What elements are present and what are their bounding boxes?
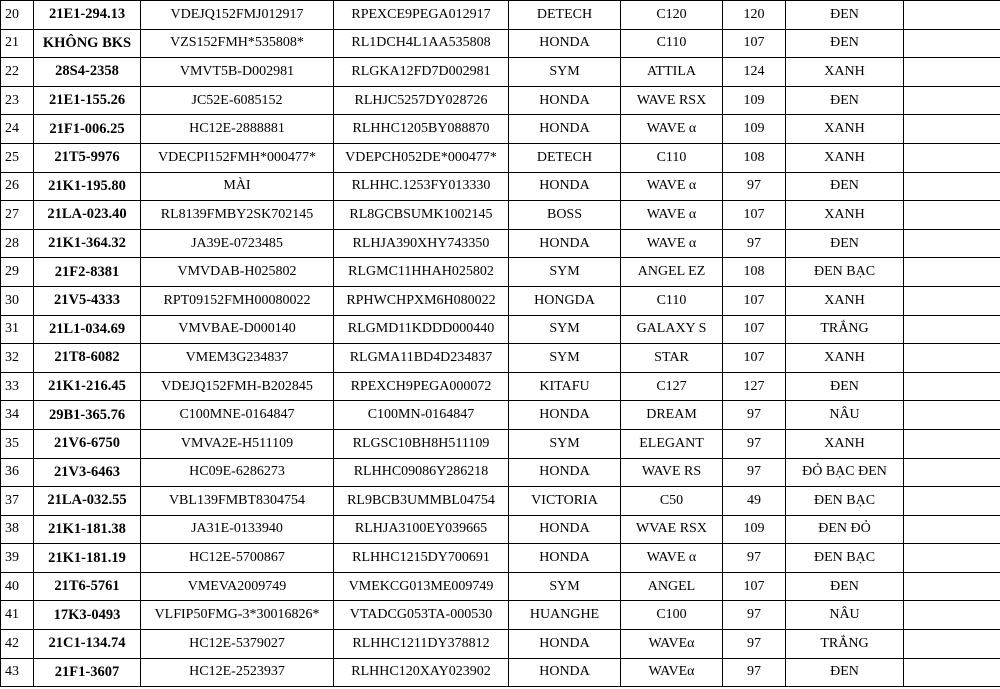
engine-capacity-cell: 124 [723,58,786,87]
engine-capacity-cell: 109 [723,115,786,144]
brand-cell: HONDA [509,229,621,258]
note-cell [904,344,1000,373]
note-cell [904,58,1000,87]
license-plate-cell: 21T6-5761 [34,572,141,601]
brand-cell: HONDA [509,172,621,201]
table-row [1,458,1000,487]
frame-number-cell: RLHHC1215DY700691 [334,544,509,573]
row-number-cell: 35 [1,429,34,458]
license-plate-cell: KHÔNG BKS [34,29,141,58]
model-cell: WVAE RSX [621,515,723,544]
engine-capacity-cell: 97 [723,458,786,487]
color-cell: ĐEN ĐỎ [786,515,904,544]
frame-number-cell: RLHHC09086Y286218 [334,458,509,487]
brand-cell: HONDA [509,515,621,544]
color-cell: ĐEN [786,572,904,601]
note-cell [904,229,1000,258]
table-row [1,201,1000,230]
row-number-cell: 31 [1,315,34,344]
engine-capacity-cell: 97 [723,544,786,573]
engine-capacity-cell: 107 [723,344,786,373]
brand-cell: HONGDA [509,286,621,315]
table-row [1,115,1000,144]
note-cell [904,86,1000,115]
table-row [1,143,1000,172]
engine-number-cell: VDECPI152FMH*000477* [141,143,334,172]
model-cell: WAVE α [621,201,723,230]
engine-number-cell: HC09E-6286273 [141,458,334,487]
table-row [1,572,1000,601]
frame-number-cell: RLGMA11BD4D234837 [334,344,509,373]
engine-number-cell: HC12E-5379027 [141,630,334,659]
table-row [1,315,1000,344]
frame-number-cell: RLGMD11KDDD000440 [334,315,509,344]
row-number-cell: 28 [1,229,34,258]
frame-number-cell: RLHHC1205BY088870 [334,115,509,144]
engine-capacity-cell: 127 [723,372,786,401]
engine-number-cell: VBL139FMBT8304754 [141,487,334,516]
license-plate-cell: 21LA-032.55 [34,487,141,516]
frame-number-cell: RLHHC1211DY378812 [334,630,509,659]
row-number-cell: 21 [1,29,34,58]
color-cell: TRẮNG [786,630,904,659]
note-cell [904,401,1000,430]
note-cell [904,515,1000,544]
engine-number-cell: VMVT5B-D002981 [141,58,334,87]
frame-number-cell: RL1DCH4L1AA535808 [334,29,509,58]
table-body [1,1,1000,687]
note-cell [904,572,1000,601]
license-plate-cell: 21T5-9976 [34,143,141,172]
color-cell: ĐEN [786,372,904,401]
frame-number-cell: RLHJA390XHY743350 [334,229,509,258]
table-row [1,58,1000,87]
engine-capacity-cell: 97 [723,429,786,458]
frame-number-cell: RLGSC10BH8H511109 [334,429,509,458]
color-cell: NÂU [786,601,904,630]
frame-number-cell: RL9BCB3UMMBL04754 [334,487,509,516]
brand-cell: HONDA [509,544,621,573]
row-number-cell: 42 [1,630,34,659]
row-number-cell: 34 [1,401,34,430]
table-row [1,601,1000,630]
model-cell: ANGEL EZ [621,258,723,287]
engine-number-cell: JA39E-0723485 [141,229,334,258]
frame-number-cell: VMEKCG013ME009749 [334,572,509,601]
engine-capacity-cell: 97 [723,658,786,687]
brand-cell: SYM [509,344,621,373]
brand-cell: SYM [509,258,621,287]
table-row [1,630,1000,659]
brand-cell: SYM [509,429,621,458]
engine-number-cell: VDEJQ152FMH-B202845 [141,372,334,401]
frame-number-cell: RLGMC11HHAH025802 [334,258,509,287]
license-plate-cell: 28S4-2358 [34,58,141,87]
color-cell: ĐEN BẠC [786,258,904,287]
engine-capacity-cell: 108 [723,258,786,287]
color-cell: XANH [786,143,904,172]
license-plate-cell: 21V5-4333 [34,286,141,315]
table-row [1,429,1000,458]
license-plate-cell: 17K3-0493 [34,601,141,630]
engine-number-cell: VMEM3G234837 [141,344,334,373]
color-cell: ĐEN BẠC [786,544,904,573]
model-cell: C100 [621,601,723,630]
engine-capacity-cell: 97 [723,229,786,258]
row-number-cell: 32 [1,344,34,373]
note-cell [904,372,1000,401]
model-cell: ANGEL [621,572,723,601]
engine-capacity-cell: 109 [723,86,786,115]
brand-cell: DETECH [509,143,621,172]
engine-capacity-cell: 97 [723,601,786,630]
table-row [1,544,1000,573]
table-row [1,286,1000,315]
model-cell: C110 [621,29,723,58]
note-cell [904,258,1000,287]
engine-number-cell: HC12E-5700867 [141,544,334,573]
engine-capacity-cell: 120 [723,1,786,30]
license-plate-cell: 21K1-181.38 [34,515,141,544]
color-cell: ĐEN BẠC [786,487,904,516]
color-cell: XANH [786,286,904,315]
model-cell: C120 [621,1,723,30]
brand-cell: HONDA [509,29,621,58]
frame-number-cell: RLHJA3100EY039665 [334,515,509,544]
row-number-cell: 20 [1,1,34,30]
row-number-cell: 30 [1,286,34,315]
note-cell [904,601,1000,630]
engine-number-cell: JC52E-6085152 [141,86,334,115]
row-number-cell: 25 [1,143,34,172]
color-cell: ĐEN [786,1,904,30]
row-number-cell: 41 [1,601,34,630]
frame-number-cell: RLHJC5257DY028726 [334,86,509,115]
license-plate-cell: 21F1-006.25 [34,115,141,144]
note-cell [904,630,1000,659]
engine-number-cell: VDEJQ152FMJ012917 [141,1,334,30]
model-cell: WAVE RSX [621,86,723,115]
table-row [1,344,1000,373]
note-cell [904,1,1000,30]
model-cell: DREAM [621,401,723,430]
note-cell [904,172,1000,201]
color-cell: XANH [786,115,904,144]
engine-capacity-cell: 107 [723,29,786,58]
color-cell: TRẮNG [786,315,904,344]
table-row [1,258,1000,287]
brand-cell: HONDA [509,401,621,430]
license-plate-cell: 21V6-6750 [34,429,141,458]
engine-capacity-cell: 49 [723,487,786,516]
license-plate-cell: 21V3-6463 [34,458,141,487]
frame-number-cell: C100MN-0164847 [334,401,509,430]
license-plate-cell: 21C1-134.74 [34,630,141,659]
model-cell: C50 [621,487,723,516]
note-cell [904,29,1000,58]
model-cell: C110 [621,286,723,315]
frame-number-cell: RPHWCHPXM6H080022 [334,286,509,315]
model-cell: ELEGANT [621,429,723,458]
brand-cell: HONDA [509,115,621,144]
table-row [1,515,1000,544]
row-number-cell: 22 [1,58,34,87]
note-cell [904,286,1000,315]
note-cell [904,115,1000,144]
engine-capacity-cell: 107 [723,572,786,601]
engine-capacity-cell: 107 [723,201,786,230]
brand-cell: DETECH [509,1,621,30]
table-row [1,29,1000,58]
engine-capacity-cell: 97 [723,401,786,430]
table-row [1,372,1000,401]
table-row [1,401,1000,430]
license-plate-cell: 21K1-364.32 [34,229,141,258]
note-cell [904,458,1000,487]
color-cell: XANH [786,344,904,373]
brand-cell: HONDA [509,630,621,659]
engine-number-cell: VMVDAB-H025802 [141,258,334,287]
row-number-cell: 36 [1,458,34,487]
brand-cell: BOSS [509,201,621,230]
engine-number-cell: HC12E-2888881 [141,115,334,144]
frame-number-cell: RL8GCBSUMK1002145 [334,201,509,230]
engine-number-cell: JA31E-0133940 [141,515,334,544]
model-cell: WAVEα [621,630,723,659]
brand-cell: HONDA [509,658,621,687]
brand-cell: SYM [509,315,621,344]
color-cell: XANH [786,58,904,87]
row-number-cell: 37 [1,487,34,516]
model-cell: ATTILA [621,58,723,87]
model-cell: STAR [621,344,723,373]
engine-number-cell: VMVA2E-H511109 [141,429,334,458]
license-plate-cell: 21K1-216.45 [34,372,141,401]
row-number-cell: 40 [1,572,34,601]
row-number-cell: 33 [1,372,34,401]
license-plate-cell: 21F1-3607 [34,658,141,687]
table-row [1,86,1000,115]
row-number-cell: 24 [1,115,34,144]
table-row [1,658,1000,687]
color-cell: ĐEN [786,29,904,58]
engine-capacity-cell: 97 [723,630,786,659]
engine-number-cell: HC12E-2523937 [141,658,334,687]
color-cell: XANH [786,429,904,458]
row-number-cell: 43 [1,658,34,687]
row-number-cell: 27 [1,201,34,230]
frame-number-cell: RLHHC120XAY023902 [334,658,509,687]
row-number-cell: 38 [1,515,34,544]
brand-cell: HUANGHE [509,601,621,630]
license-plate-cell: 21T8-6082 [34,344,141,373]
license-plate-cell: 21E1-155.26 [34,86,141,115]
frame-number-cell: RLGKA12FD7D002981 [334,58,509,87]
license-plate-cell: 21E1-294.13 [34,1,141,30]
note-cell [904,201,1000,230]
engine-number-cell: RPT09152FMH00080022 [141,286,334,315]
note-cell [904,658,1000,687]
license-plate-cell: 21L1-034.69 [34,315,141,344]
note-cell [904,315,1000,344]
row-number-cell: 23 [1,86,34,115]
color-cell: ĐEN [786,229,904,258]
engine-number-cell: VZS152FMH*535808* [141,29,334,58]
frame-number-cell: RPEXCH9PEGA000072 [334,372,509,401]
license-plate-cell: 21K1-181.19 [34,544,141,573]
model-cell: WAVE α [621,229,723,258]
note-cell [904,143,1000,172]
engine-capacity-cell: 109 [723,515,786,544]
engine-capacity-cell: 107 [723,315,786,344]
engine-number-cell: MÀI [141,172,334,201]
license-plate-cell: 21F2-8381 [34,258,141,287]
table-row [1,1,1000,30]
note-cell [904,429,1000,458]
table-row [1,229,1000,258]
license-plate-cell: 29B1-365.76 [34,401,141,430]
table-row [1,172,1000,201]
brand-cell: HONDA [509,458,621,487]
model-cell: WAVE α [621,544,723,573]
frame-number-cell: RPEXCE9PEGA012917 [334,1,509,30]
brand-cell: KITAFU [509,372,621,401]
license-plate-cell: 21K1-195.80 [34,172,141,201]
engine-number-cell: VMVBAE-D000140 [141,315,334,344]
note-cell [904,487,1000,516]
brand-cell: SYM [509,58,621,87]
engine-capacity-cell: 108 [723,143,786,172]
model-cell: WAVEα [621,658,723,687]
color-cell: ĐEN [786,658,904,687]
model-cell: C127 [621,372,723,401]
engine-capacity-cell: 107 [723,286,786,315]
color-cell: XANH [786,201,904,230]
model-cell: GALAXY S [621,315,723,344]
frame-number-cell: VTADCG053TA-000530 [334,601,509,630]
frame-number-cell: RLHHC.1253FY013330 [334,172,509,201]
engine-number-cell: VMEVA2009749 [141,572,334,601]
engine-number-cell: RL8139FMBY2SK702145 [141,201,334,230]
row-number-cell: 26 [1,172,34,201]
color-cell: ĐEN [786,172,904,201]
color-cell: ĐỎ BẠC ĐEN [786,458,904,487]
frame-number-cell: VDEPCH052DE*000477* [334,143,509,172]
model-cell: C110 [621,143,723,172]
model-cell: WAVE α [621,115,723,144]
model-cell: WAVE RS [621,458,723,487]
model-cell: WAVE α [621,172,723,201]
brand-cell: HONDA [509,86,621,115]
engine-number-cell: VLFIP50FMG-3*30016826* [141,601,334,630]
brand-cell: VICTORIA [509,487,621,516]
row-number-cell: 39 [1,544,34,573]
note-cell [904,544,1000,573]
license-plate-cell: 21LA-023.40 [34,201,141,230]
brand-cell: SYM [509,572,621,601]
table-row [1,487,1000,516]
engine-number-cell: C100MNE-0164847 [141,401,334,430]
engine-capacity-cell: 97 [723,172,786,201]
row-number-cell: 29 [1,258,34,287]
color-cell: ĐEN [786,86,904,115]
color-cell: NÂU [786,401,904,430]
